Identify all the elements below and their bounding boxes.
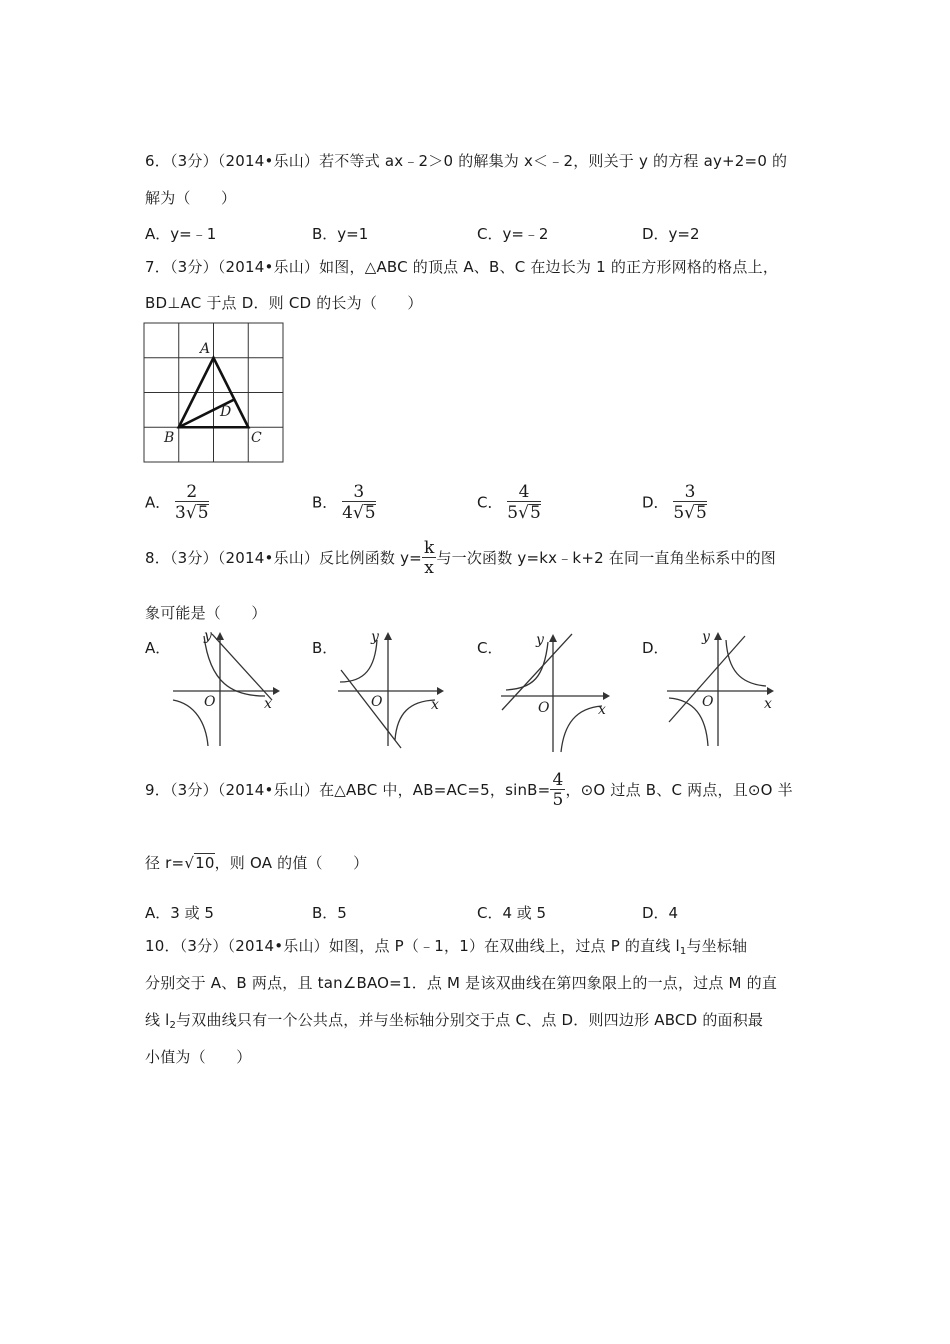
q10-line1-text: 10．（3分）（2014•乐山）如图，点 P（﹣1，1）在双曲线上，过点 P 的直线 l (145, 937, 680, 955)
q10-line4: 小值为（ ） (145, 1048, 252, 1066)
label-y: y (536, 632, 544, 648)
x-arrow-icon (437, 687, 444, 695)
option-letter: A． (145, 493, 171, 512)
label-x: x (598, 702, 606, 718)
q8-option-b-letter: B． (312, 639, 338, 657)
q8-graph-d (664, 628, 781, 750)
coefficient: 5 (507, 503, 519, 523)
q8-prefix: 8．（3分）（2014•乐山）反比例函数 y= (145, 549, 422, 567)
x-arrow-icon (603, 692, 610, 700)
q7-line1: 7．（3分）（2014•乐山）如图，△ABC 的顶点 A、B、C 在边长为 1 的正方形网格的格点上， (145, 258, 779, 276)
hyperbola-branch-2 (173, 700, 208, 746)
q6-option-b: B．y=1 (312, 225, 369, 243)
y-arrow-icon (714, 632, 722, 640)
q6-option-a: A．y=﹣1 (145, 225, 217, 243)
q7-option-b (312, 484, 376, 522)
linear-line (212, 634, 272, 700)
y-arrow-icon (549, 634, 557, 642)
q10-line2: 分别交于 A、B 两点，且 tan∠BAO=1．点 M 是该双曲线在第四象限上的一点，过点 M 的直 (145, 974, 778, 992)
fraction-denominator (175, 502, 209, 522)
label-o: O (204, 694, 216, 710)
label-y: y (371, 629, 379, 645)
q9-fraction (550, 772, 565, 809)
q8-option-a-letter: A． (145, 639, 171, 657)
option-letter: C． (477, 493, 503, 512)
q9-option-a: A．3 或 5 (145, 904, 214, 922)
fraction-denominator: 5 (552, 790, 564, 810)
label-y: y (204, 628, 212, 644)
q7-option-d (642, 484, 707, 522)
fraction-denominator (342, 502, 376, 522)
q9-prefix: 9．（3分）（2014•乐山）在△ABC 中，AB=AC=5，sinB= (145, 781, 551, 799)
option-letter: D． (642, 493, 669, 512)
coefficient: 4 (342, 503, 353, 523)
radical-icon: √ (518, 503, 529, 523)
radical-icon: √ (352, 503, 364, 523)
q10-line1 (145, 935, 747, 957)
q8-graph-a (170, 628, 285, 750)
subscript: 2 (169, 1020, 177, 1031)
label-b: B (164, 430, 175, 446)
subscript: 1 (679, 946, 687, 957)
coefficient: 5 (673, 503, 685, 523)
fraction-numerator: 3 (342, 484, 376, 502)
hyperbola-branch-1 (726, 640, 766, 686)
fraction-numerator: 3 (673, 484, 707, 502)
q8-graph-c (498, 628, 615, 756)
label-o: O (371, 694, 383, 710)
q9-line2 (145, 852, 368, 873)
q8-suffix: 与一次函数 y=kx﹣k+2 在同一直角坐标系中的图 (436, 549, 776, 567)
q9-line2-prefix: 径 r= (145, 854, 185, 872)
q8-option-c-letter: C． (477, 639, 503, 657)
radical-icon: √ (684, 503, 696, 523)
q10-line3-end: 与双曲线只有一个公共点，并与坐标轴分别交于点 C、点 D．则四边形 ABCD 的面积最 (176, 1011, 764, 1029)
fraction-numerator: 4 (552, 770, 564, 790)
q8-graph-b (335, 628, 450, 750)
fraction (673, 484, 707, 522)
q9-option-d: D．4 (642, 904, 679, 922)
label-x: x (431, 697, 439, 713)
q9-option-b: B．5 (312, 904, 347, 922)
q10-line3 (145, 1009, 763, 1031)
q7-line2: BD⊥AC 于点 D．则 CD 的长为（ ） (145, 294, 423, 312)
coefficient: 3 (175, 503, 186, 523)
radicand: 5 (529, 503, 541, 523)
fraction (507, 484, 541, 522)
y-arrow-icon (384, 632, 392, 640)
fraction-numerator: k (423, 538, 435, 558)
label-o: O (538, 700, 550, 716)
q6-option-c: C．y=﹣2 (477, 225, 549, 243)
radical-icon: √ (184, 854, 195, 872)
radical-icon: √ (185, 503, 197, 523)
label-a: A (200, 341, 211, 357)
q10-line1-end: 与坐标轴 (686, 937, 748, 955)
fraction-denominator: x (424, 558, 435, 578)
label-x: x (764, 696, 772, 712)
label-d: D (220, 404, 232, 420)
q9-line1 (145, 772, 793, 809)
x-arrow-icon (273, 687, 280, 695)
fraction (175, 484, 209, 522)
q9-option-c: C．4 或 5 (477, 904, 547, 922)
hyperbola-branch-2 (561, 706, 602, 752)
q8-line2: 象可能是（ ） (145, 604, 267, 622)
q7-option-a (145, 484, 209, 522)
q8-fraction (422, 540, 437, 577)
option-letter: B． (312, 493, 338, 512)
q6-option-d: D．y=2 (642, 225, 700, 243)
q9-suffix: ，⊙O 过点 B、C 两点，且⊙O 半 (565, 781, 793, 799)
label-c: C (251, 430, 262, 446)
radicand: 5 (364, 503, 376, 523)
x-arrow-icon (767, 687, 774, 695)
q6-line2: 解为（ ） (145, 189, 237, 207)
label-o: O (702, 694, 714, 710)
radicand: 5 (696, 503, 707, 523)
fraction-numerator: 4 (507, 484, 541, 502)
fraction-denominator (507, 502, 541, 522)
label-x: x (264, 696, 272, 712)
fraction-denominator (673, 502, 707, 522)
fraction-numerator: 2 (175, 484, 209, 502)
radicand: 5 (197, 503, 209, 523)
radicand: 10 (195, 854, 215, 872)
hyperbola-branch-1 (204, 636, 265, 696)
hyperbola-branch-2 (395, 700, 435, 740)
fraction (342, 484, 376, 522)
q10-line3-start: 线 l (145, 1011, 170, 1029)
q7-option-c (477, 484, 541, 522)
q7-grid-figure (140, 318, 290, 468)
label-y: y (702, 629, 710, 645)
q8-option-d-letter: D． (642, 639, 669, 657)
q6-line1: 6．（3分）（2014•乐山）若不等式 ax﹣2＞0 的解集为 x＜﹣2，则关于 y 的方程 ay+2=0 的 (145, 152, 788, 170)
q8-line1 (145, 540, 776, 577)
q9-line2-suffix: ，则 OA 的值（ ） (214, 854, 369, 872)
